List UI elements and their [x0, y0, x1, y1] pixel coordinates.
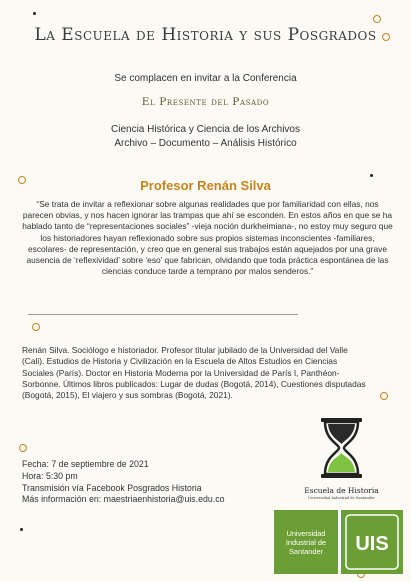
- decor-ring: [380, 392, 388, 400]
- event-time: Hora: 5:30 pm: [22, 470, 78, 481]
- hourglass-icon: [289, 410, 394, 486]
- decor-dot: [370, 174, 373, 177]
- decor-ring: [32, 323, 40, 331]
- conference-topics: [20, 123, 391, 150]
- escuela-logo-subtext: Universidad Industrial de Santander: [308, 496, 375, 500]
- topics-line-1: Ciencia Histórica y Ciencia de los Archivos: [111, 124, 300, 135]
- page-title: La Escuela de Historia y sus Posgrados: [34, 25, 377, 45]
- event-stream: Transmisión vía Facebook Posgrados Historia: [22, 482, 202, 493]
- speaker-name: Profesor Renán Silva: [140, 178, 271, 193]
- uis-name-text: Universidad Industrial de Santander: [285, 528, 327, 556]
- uis-mark-text: UIS: [355, 533, 389, 555]
- topics-line-2: Archivo – Documento – Análisis Histórico: [114, 137, 297, 149]
- conference-title: El Presente del Pasado: [141, 96, 270, 108]
- decor-ring: [19, 444, 27, 452]
- decor-dot: [33, 12, 36, 15]
- uis-logo: [341, 510, 403, 574]
- event-details: [22, 459, 225, 506]
- decor-dot: [20, 528, 23, 531]
- speaker-bio: Renán Silva. Sociólogo e historiador. Profesor titular jubilado de la Universidad del Valle (Cali). Estudios de Historia y Civilización en la Escuela de Altos Estudios en Ciencias Sociales (París). Doctor en Historia Moderna por la Universidad de París I, Panthéon-Sorbonne. Últimos libros publicados: Lugar de dudas (Bogotá, 2014), Cuestiones disputadas (Bogotá, 2015), El viajero y sus sombras (Bogotá, 2021).: [22, 345, 366, 401]
- event-date: Fecha: 7 de septiembre de 2021: [22, 459, 149, 469]
- divider: [28, 314, 298, 315]
- uis-name-logo: [274, 510, 338, 574]
- invite-text: Se complacen en invitar a la Conferencia: [114, 73, 297, 84]
- speaker-quote: “Se trata de invitar a reflexionar sobre algunas realidades que por familiaridad con ellas, nos parecen obvias, y nos hacen ignorar las trampas que ahí se esconden. En estos años en que se ha hablado tanto de “representaciones sociales” -vieja noción durkheimiana-, no estoy muy seguro que los historiadores hayan reflexionado sobre sus propios sistemas inconscientes -familiares, escolares- de representación, y creo que en general sus trabajos están aquejados por una grave ausencia de ‘reflexividad’ sobre ‘eso’ que fabrican, olvidando que toda práctica espontánea de las ciencias conduce tarde a temprano por malos senderos.”: [22, 199, 393, 277]
- escuela-logo-text: Escuela de Historia: [304, 486, 379, 495]
- decor-ring: [373, 15, 381, 23]
- event-info-link[interactable]: Más información en: maestriaenhistoria@uis.edu.co: [22, 494, 225, 505]
